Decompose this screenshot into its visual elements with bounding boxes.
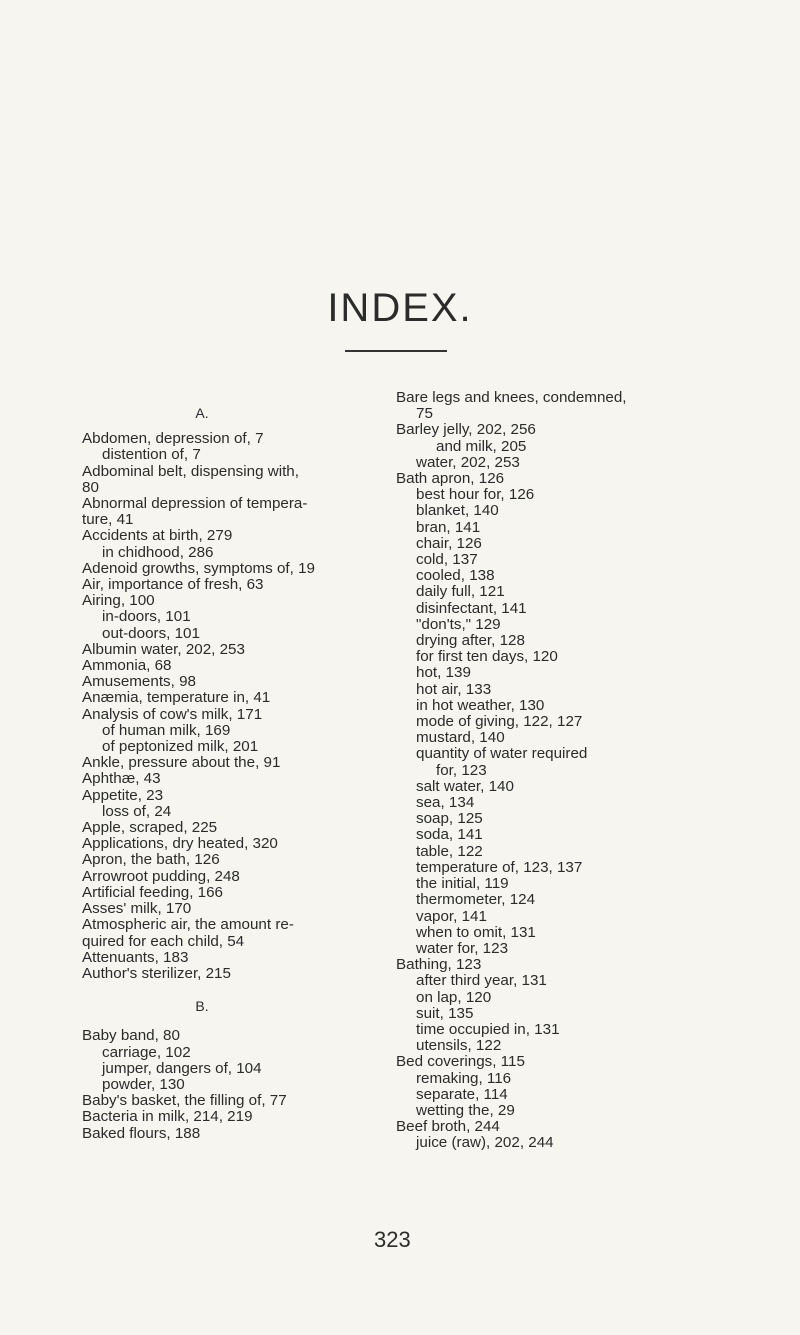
index-entry: 75 — [416, 405, 433, 423]
index-entry: Abnormal depression of tempera- — [82, 495, 308, 513]
index-entry: time occupied in, 131 — [416, 1020, 560, 1038]
index-entry: on lap, 120 — [416, 988, 492, 1006]
index-entry: Analysis of cow's milk, 171 — [82, 705, 263, 723]
index-entry: Baby band, 80 — [82, 1027, 180, 1045]
index-entry: Beef broth, 244 — [396, 1118, 500, 1136]
index-entry: in chidhood, 286 — [102, 543, 214, 561]
index-entry: Arrowroot pudding, 248 — [82, 867, 240, 885]
index-entry: hot, 139 — [416, 664, 471, 682]
index-entry: Airing, 100 — [82, 592, 155, 610]
index-entry: loss of, 24 — [102, 802, 172, 820]
index-entry: Aphthæ, 43 — [82, 770, 161, 788]
index-entry: separate, 114 — [416, 1085, 508, 1103]
index-entry: water, 202, 253 — [416, 453, 520, 471]
index-entry: utensils, 122 — [416, 1037, 502, 1055]
index-entry: chair, 126 — [416, 534, 482, 552]
index-entry: ture, 41 — [82, 511, 134, 529]
index-entry: sea, 134 — [416, 794, 475, 812]
index-entry: Apron, the bath, 126 — [82, 851, 220, 869]
index-entry: remaking, 116 — [416, 1069, 512, 1087]
index-entry: disinfectant, 141 — [416, 599, 527, 617]
index-entry: Accidents at birth, 279 — [82, 527, 233, 545]
index-entry: of human milk, 169 — [102, 721, 231, 739]
index-entry: Attenuants, 183 — [82, 948, 189, 966]
title-divider — [345, 350, 447, 352]
index-entry: after third year, 131 — [416, 972, 547, 990]
index-entry: Adbominal belt, dispensing with, — [82, 462, 299, 480]
index-entry: blanket, 140 — [416, 502, 499, 520]
page-title: INDEX. — [327, 286, 473, 330]
index-entry: thermometer, 124 — [416, 891, 536, 909]
index-entry: 80 — [82, 478, 99, 496]
index-list-a — [82, 431, 382, 982]
index-entry: carriage, 102 — [102, 1043, 191, 1061]
index-entry: Abdomen, depression of, 7 — [82, 430, 264, 448]
index-entry: when to omit, 131 — [416, 923, 536, 941]
index-entry: Adenoid growths, symptoms of, 19 — [82, 559, 315, 577]
index-entry: Asses' milk, 170 — [82, 900, 192, 918]
index-entry: Apple, scraped, 225 — [82, 819, 218, 837]
index-entry: Baby's basket, the filling of, 77 — [82, 1092, 287, 1110]
index-entry: quired for each child, 54 — [82, 932, 245, 950]
index-entry: distention of, 7 — [102, 446, 201, 464]
index-entry: Ankle, pressure about the, 91 — [82, 754, 281, 772]
index-entry: in hot weather, 130 — [416, 696, 545, 714]
index-entry: the initial, 119 — [416, 875, 509, 893]
section-heading-a: A. — [195, 405, 209, 421]
index-entry: Anæmia, temperature in, 41 — [82, 689, 271, 707]
index-entry: salt water, 140 — [416, 777, 514, 795]
index-entry: for first ten days, 120 — [416, 648, 558, 666]
index-entry: Applications, dry heated, 320 — [82, 835, 278, 853]
index-entry: cold, 137 — [416, 551, 478, 569]
index-entry: wetting the, 29 — [416, 1101, 515, 1119]
index-column-left — [82, 405, 382, 1142]
index-entry: mode of giving, 122, 127 — [416, 713, 583, 731]
index-entry: Atmospheric air, the amount re- — [82, 916, 294, 934]
index-entry: Baked flours, 188 — [82, 1124, 201, 1142]
index-entry: vapor, 141 — [416, 907, 487, 925]
index-entry: table, 122 — [416, 842, 483, 860]
index-entry: mustard, 140 — [416, 729, 505, 747]
index-entry: soda, 141 — [416, 826, 483, 844]
index-entry: for, 123 — [436, 761, 487, 779]
index-entry: of peptonized milk, 201 — [102, 738, 259, 756]
index-entry: out-doors, 101 — [102, 624, 200, 642]
index-entry: hot air, 133 — [416, 680, 492, 698]
index-entry: Bathing, 123 — [396, 956, 482, 974]
index-entry: "don'ts," 129 — [416, 615, 501, 633]
index-entry: Bath apron, 126 — [396, 470, 505, 488]
index-entry: water for, 123 — [416, 939, 509, 957]
index-entry: and milk, 205 — [436, 437, 527, 455]
index-entry: jumper, dangers of, 104 — [102, 1059, 262, 1077]
index-entry: Barley jelly, 202, 256 — [396, 421, 536, 439]
index-entry: quantity of water required — [416, 745, 588, 763]
index-entry: Bed coverings, 115 — [396, 1053, 525, 1071]
index-entry: best hour for, 126 — [416, 486, 535, 504]
index-entry: bran, 141 — [416, 518, 481, 536]
index-entry: Artificial feeding, 166 — [82, 883, 223, 901]
index-entry: cooled, 138 — [416, 567, 495, 585]
index-entry: Bacteria in milk, 214, 219 — [82, 1108, 253, 1126]
page-number: 323 — [374, 1227, 411, 1252]
index-list-right — [396, 390, 716, 1152]
index-entry: Bare legs and knees, condemned, — [396, 389, 627, 406]
index-entry: Author's sterilizer, 215 — [82, 964, 231, 982]
index-entry: powder, 130 — [102, 1075, 185, 1093]
index-column-right — [396, 390, 716, 1152]
index-entry: temperature of, 123, 137 — [416, 858, 583, 876]
index-entry: drying after, 128 — [416, 632, 525, 650]
index-entry: Appetite, 23 — [82, 786, 164, 804]
index-entry: daily full, 121 — [416, 583, 505, 601]
index-entry: in-doors, 101 — [102, 608, 191, 626]
index-entry: Amusements, 98 — [82, 673, 196, 691]
index-entry: Albumin water, 202, 253 — [82, 640, 245, 658]
section-heading-b: B. — [195, 998, 209, 1015]
index-entry: Ammonia, 68 — [82, 657, 172, 675]
index-entry: juice (raw), 202, 244 — [416, 1134, 554, 1152]
index-entry: soap, 125 — [416, 810, 483, 828]
index-entry: Air, importance of fresh, 63 — [82, 576, 264, 594]
index-list-b — [82, 1028, 382, 1141]
index-entry: suit, 135 — [416, 1004, 474, 1022]
